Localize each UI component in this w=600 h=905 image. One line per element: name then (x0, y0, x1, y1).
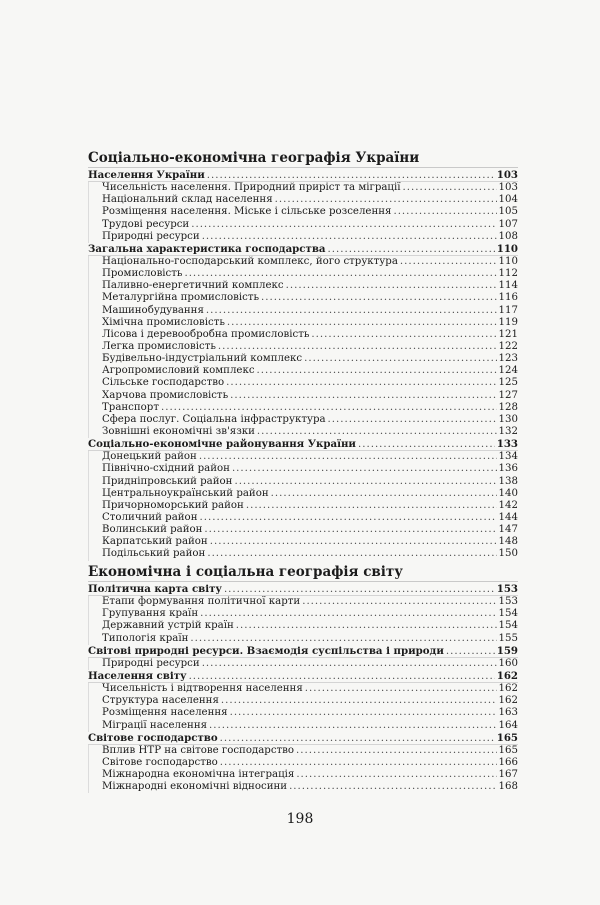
dot-leader (190, 633, 496, 645)
entry-page: 103 (498, 182, 518, 194)
entry-title: Міжнародні економічні відносини (102, 781, 288, 793)
toc-entry (88, 620, 518, 632)
toc-entry (88, 194, 518, 206)
dot-leader (210, 536, 497, 548)
dot-leader (221, 695, 497, 707)
toc-entry (88, 463, 518, 475)
entry-title: Будівельно-індустріальний комплекс (102, 353, 303, 365)
entry-page: 142 (498, 499, 518, 511)
entry-title: Міжнародна економічна інтеграція (102, 769, 295, 781)
dot-leader (202, 658, 497, 670)
toc-chapter (88, 438, 518, 451)
dot-leader (311, 329, 496, 341)
dot-leader (218, 341, 497, 353)
section-title: Економічна і соціальна географія світу (88, 563, 518, 582)
toc-entry (88, 426, 518, 438)
entry-page: 105 (498, 206, 518, 218)
toc-chapter (88, 169, 518, 182)
entry-page: 162 (496, 669, 518, 682)
entry-page: 123 (498, 353, 518, 365)
toc-entry (88, 219, 518, 231)
entry-title: Зовнішні економічні зв'язки (102, 425, 255, 437)
entry-page: 160 (498, 657, 518, 669)
dot-leader (230, 390, 496, 402)
toc-entry (88, 280, 518, 292)
entry-page: 107 (498, 218, 518, 230)
entry-page: 166 (498, 756, 518, 768)
entry-title: Типологія країн (102, 632, 189, 644)
entry-title: Етапи формування політичної карти (102, 596, 301, 608)
entry-page: 134 (498, 451, 518, 463)
entry-page: 164 (498, 719, 518, 731)
entry-page: 119 (498, 316, 518, 328)
dot-leader (220, 733, 495, 745)
entry-page: 162 (498, 683, 518, 695)
dot-leader (209, 720, 497, 732)
entry-title: Державний устрій країн (102, 620, 234, 632)
entry-page: 148 (498, 536, 518, 548)
dot-leader (257, 426, 497, 438)
toc-entry (88, 365, 518, 377)
entry-title: Донецький район (102, 451, 197, 463)
toc-entry (88, 341, 518, 353)
dot-leader (257, 365, 497, 377)
entry-title: Соціально-економічне районування України (88, 438, 356, 451)
toc-chapter (88, 670, 518, 683)
entry-page: 136 (498, 463, 518, 475)
dot-leader (189, 671, 495, 683)
dot-leader (184, 268, 496, 280)
dot-leader (261, 292, 497, 304)
entry-title: Національно-господарський комплекс, його структура (102, 255, 398, 267)
dot-leader (296, 769, 496, 781)
dot-leader (403, 182, 497, 194)
entry-page: 154 (498, 620, 518, 632)
entry-page: 112 (498, 268, 518, 280)
entry-page: 165 (496, 731, 518, 744)
entry-title: Подільський район (102, 548, 206, 560)
toc-entry (88, 476, 518, 488)
entry-page: 155 (498, 632, 518, 644)
entry-title: Політична карта світу (88, 583, 222, 595)
entry-page: 110 (498, 255, 518, 267)
dot-leader (446, 646, 495, 658)
entry-title: Волинський район (102, 524, 203, 536)
dot-leader (328, 244, 495, 256)
toc-entry (88, 206, 518, 218)
toc-entry (88, 769, 518, 781)
entry-title: Центральноукраїнський район (102, 487, 269, 499)
toc-entry (88, 633, 518, 645)
dot-leader (393, 206, 496, 218)
entry-page: 165 (498, 744, 518, 756)
dot-leader (230, 707, 497, 719)
toc-entry (88, 317, 518, 329)
entry-page: 132 (498, 425, 518, 437)
entry-title: Металургійна промисловість (102, 292, 259, 304)
entry-page: 162 (498, 695, 518, 707)
dot-leader (191, 219, 496, 231)
toc-entry (88, 305, 518, 317)
entry-page: 159 (496, 644, 518, 657)
entry-page: 114 (498, 280, 518, 292)
entry-page: 154 (498, 608, 518, 620)
entry-title: Придніпровський район (102, 475, 233, 487)
entry-title: Машинобудування (102, 304, 204, 316)
toc-chapter (88, 583, 518, 596)
toc-entry (88, 451, 518, 463)
entry-title: Розміщення населення. Міське і сільське розселення (102, 206, 392, 218)
entry-title: Хімічна промисловість (102, 316, 225, 328)
entry-page: 150 (498, 548, 518, 560)
entry-page: 128 (498, 401, 518, 413)
entry-title: Вплив НТР на світове господарство (102, 744, 295, 756)
entry-page: 122 (498, 340, 518, 352)
toc-chapter (88, 732, 518, 745)
toc-section-ukraine (88, 149, 518, 561)
entry-title: Легка промисловість (102, 340, 216, 352)
entry-page: 168 (498, 781, 518, 793)
toc-entry (88, 414, 518, 426)
dot-leader (271, 488, 497, 500)
toc-entry (88, 353, 518, 365)
entry-title: Національний склад населення (102, 194, 273, 206)
toc-entry (88, 658, 518, 670)
toc-entry (88, 707, 518, 719)
toc-entry (88, 390, 518, 402)
entry-title: Трудові ресурси (102, 218, 190, 230)
entry-page: 138 (498, 475, 518, 487)
dot-leader (286, 280, 497, 292)
entry-title: Світове господарство (88, 731, 218, 744)
dot-leader (358, 439, 495, 451)
entry-title: Населення України (88, 169, 205, 181)
dot-leader (246, 500, 497, 512)
dot-leader (224, 584, 495, 596)
dot-leader (220, 757, 497, 769)
entry-title: Розміщення населення (102, 707, 228, 719)
dot-leader (200, 608, 496, 620)
dot-leader (400, 256, 497, 268)
toc-entry (88, 488, 518, 500)
toc-chapter (88, 243, 518, 256)
dot-leader (199, 451, 497, 463)
dot-leader (302, 596, 496, 608)
dot-leader (161, 402, 497, 414)
toc-entry (88, 231, 518, 243)
entry-title: Групування країн (102, 608, 199, 620)
entry-title: Причорноморський район (102, 499, 244, 511)
entry-title: Сфера послуг. Соціальна інфраструктура (102, 413, 326, 425)
section-title: Соціально-економічна географія України (88, 149, 518, 168)
toc-entries (88, 169, 518, 561)
entry-page: 103 (496, 169, 518, 181)
entry-page: 140 (498, 487, 518, 499)
entry-page: 130 (498, 413, 518, 425)
dot-leader (227, 317, 497, 329)
entry-page: 127 (498, 389, 518, 401)
toc-entry (88, 182, 518, 194)
toc-entry (88, 512, 518, 524)
toc-entry (88, 536, 518, 548)
toc-entry (88, 596, 518, 608)
toc-entry (88, 329, 518, 341)
dot-leader (226, 377, 496, 389)
entry-page: 153 (498, 596, 518, 608)
entry-title: Лісова і деревообробна промисловість (102, 328, 310, 340)
dot-leader (202, 231, 497, 243)
toc-entry (88, 757, 518, 769)
toc-entries (88, 583, 518, 793)
entry-title: Населення світу (88, 669, 187, 682)
entry-page: 133 (496, 438, 518, 451)
entry-page: 144 (498, 511, 518, 523)
entry-title: Транспорт (102, 401, 159, 413)
entry-title: Промисловість (102, 268, 183, 280)
entry-page: 125 (498, 377, 518, 389)
entry-title: Природні ресурси (102, 657, 200, 669)
entry-title: Чисельність і відтворення населення (102, 683, 303, 695)
toc-entry (88, 402, 518, 414)
toc-entry (88, 268, 518, 280)
toc-entry (88, 377, 518, 389)
dot-leader (234, 476, 496, 488)
entry-title: Паливно-енергетичний комплекс (102, 280, 284, 292)
toc-entry (88, 695, 518, 707)
entry-title: Чисельність населення. Природний приріст та міграції (102, 182, 401, 194)
entry-page: 108 (498, 230, 518, 242)
dot-leader (304, 353, 496, 365)
entry-page: 117 (498, 304, 518, 316)
entry-title: Харчова промисловість (102, 389, 229, 401)
dot-leader (236, 620, 497, 632)
dot-leader (207, 548, 496, 560)
entry-title: Карпатський район (102, 536, 208, 548)
dot-leader (328, 414, 497, 426)
entry-page: 163 (498, 707, 518, 719)
entry-page: 110 (496, 242, 518, 255)
toc-entry (88, 256, 518, 268)
dot-leader (275, 194, 497, 206)
dot-leader (289, 781, 496, 793)
toc-entry (88, 781, 518, 793)
toc-entry (88, 548, 518, 560)
dot-leader (207, 170, 495, 182)
dot-leader (199, 512, 496, 524)
entry-title: Столичний район (102, 511, 198, 523)
entry-page: 147 (498, 524, 518, 536)
dot-leader (232, 463, 497, 475)
entry-title: Північно-східний район (102, 463, 230, 475)
toc-chapter (88, 645, 518, 658)
entry-page: 124 (498, 365, 518, 377)
entry-title: Світові природні ресурси. Взаємодія суспільства і природи (88, 644, 444, 657)
dot-leader (204, 524, 496, 536)
toc-entry (88, 745, 518, 757)
dot-leader (305, 683, 497, 695)
entry-title: Сільське господарство (102, 377, 225, 389)
entry-title: Світове господарство (102, 756, 218, 768)
entry-title: Агропромисловий комплекс (102, 365, 255, 377)
entry-title: Загальна характеристика господарства (88, 242, 326, 255)
entry-page: 167 (498, 769, 518, 781)
toc-entry (88, 292, 518, 304)
entry-page: 116 (498, 292, 518, 304)
toc-entry (88, 720, 518, 732)
toc-entry (88, 608, 518, 620)
toc-entry (88, 524, 518, 536)
entry-title: Структура населення (102, 695, 219, 707)
toc-entry (88, 683, 518, 695)
page-number: 198 (286, 811, 314, 827)
entry-title: Природні ресурси (102, 230, 200, 242)
dot-leader (296, 745, 497, 757)
toc-section-world (88, 563, 518, 793)
entry-title: Міграції населення (102, 719, 208, 731)
toc-entry (88, 500, 518, 512)
entry-page: 153 (496, 583, 518, 595)
entry-page: 104 (498, 194, 518, 206)
dot-leader (206, 305, 497, 317)
entry-page: 121 (498, 328, 518, 340)
